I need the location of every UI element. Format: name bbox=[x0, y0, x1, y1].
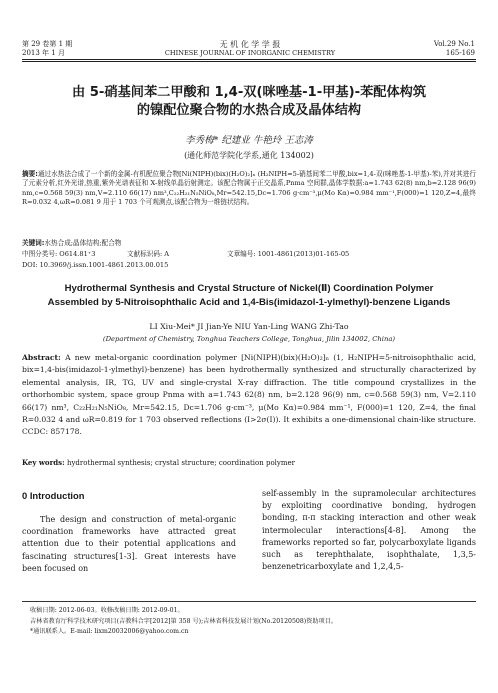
en-keywords-text: hydrothermal synthesis; crystal structure; coordination polymer bbox=[66, 459, 296, 467]
cn-keywords-label: 关键词: bbox=[22, 239, 45, 247]
intro-left-column: The design and construction of metal-organic coordination frameworks have attracted great attention due to their potential applications and fascinating structures[1-3]. Great interests have been focused on bbox=[22, 515, 236, 573]
en-keywords-label: Key words: bbox=[22, 458, 65, 467]
intro-heading: 0 Introduction bbox=[22, 490, 85, 501]
journal-volume-en bbox=[390, 40, 475, 58]
en-abstract-text: A new metal-organic coordination polymer [Ni(NIPH)(bix)(H₂O)₂]ₙ (1, H₂NIPH=5-nitroisophthalic acid, bix=1,4-bis(imidazol-1-ylmethyl)-benzene) has been hydrothermally synthesized and structurally characterized by elemental analysis, IR, TG, UV and single-crystal X-ray diffraction. The title compound crystallizes in the orthorhombic system, space group Pnma with a=1.743 62(8) nm, b=2.128 96(9) nm, c=0.568 59(3) nm, V=2.110 66(17) nm³, C₂₂H₂₁N₅NiO₈, Mr=542.15, Dc=1.706 g·cm⁻³, μ(Mo Kα)=0.984 mm⁻¹, F(000)=1 120, Z=4, the final R=0.032 4 and ωR=0.819 for 1 703 observed reflections (I>2σ(I)). It exhibits a one-dimensional chain-like structure. CCDC: 857178. bbox=[22, 353, 476, 437]
journal-name-en: CHINESE JOURNAL OF INORGANIC CHEMISTRY bbox=[164, 49, 336, 57]
cn-classification: 中图分类号: O614.81⁺3 bbox=[22, 250, 96, 258]
cn-abstract bbox=[22, 170, 476, 208]
cn-title bbox=[22, 84, 476, 120]
journal-volume-cn bbox=[22, 40, 132, 58]
intro-right-column: self-assembly in the supramolecular architectures by exploiting coordinative bonding, hydrogen bonding, π-π stacking interaction and other weak intermolecular interactions[4-8]. Among the frameworks reported so far, polycarboxylate ligands such as terephthalate, isophthalate, 1,3,5-benzenetricarboxylate and 1,2,4,5- bbox=[262, 489, 476, 572]
journal-name bbox=[150, 40, 350, 58]
page-range: 165-169 bbox=[445, 49, 475, 57]
footnote-rule bbox=[22, 601, 476, 602]
en-affiliation: (Department of Chemistry, Tonghua Teachers College, Tonghua, Jilin 134002, China) bbox=[102, 335, 396, 343]
cn-abstract-text: 通过水热法合成了一个新的金属-有机配位聚合物[Ni(NIPH)(bix)(H₂O)₂]ₙ (H₂NIPH=5-硝基间苯二甲酸,bix=1,4-双(咪唑基-1-甲基)-苯),并对其进行了元素分析,红外光谱,热重,紫外光谱表征和 X-射线单晶衍射测定。该配合物属于正交晶系,Pnma 空间群,晶体学数据:a=1.743 62(8) nm,b=2.128 96(9) nm,c=0.568 59(3) nm,V=2.110 66(17) nm³,C₂₂H₂₁N₅NiO₈,Mr=542.15,Dc=1.706 g·cm⁻³,μ(Mo Kα)=0.984 mm⁻¹,F(000)=1 120,Z=4,最终 R=0.032 4,ωR=0.081 9 用于 1 703 个可观测点,该配合物为一维链状结构。 bbox=[22, 170, 476, 207]
en-title bbox=[22, 282, 476, 310]
cn-doc-code: 文献标识码: A bbox=[127, 250, 170, 258]
en-authors: LI Xiu-Mei* JI Jian-Ye NIU Yan-Ling WANG Zhi-Tao bbox=[149, 322, 349, 331]
cn-keywords bbox=[22, 239, 476, 248]
footnote-contact: *通讯联系人。E-mail: lixm20032006@yahoo.com.cn bbox=[30, 628, 189, 635]
en-keywords bbox=[22, 458, 476, 467]
cn-affiliation: (通化师范学院化学系,通化 134002) bbox=[184, 151, 314, 160]
cn-title-line2: 的镍配位聚合物的水热合成及晶体结构 bbox=[136, 103, 362, 118]
en-title-line1: Hydrothermal Synthesis and Crystal Structure of Nickel(Ⅱ) Coordination Polymer bbox=[64, 283, 434, 294]
header-rule-thin bbox=[22, 61, 476, 62]
cn-abstract-label: 摘要: bbox=[22, 170, 38, 178]
cn-authors: 李秀梅* 纪建业 牛艳玲 王志涛 bbox=[185, 135, 313, 146]
volume-issue: 第 29 卷第 1 期 bbox=[22, 40, 73, 48]
volume-no: Vol.29 No.1 bbox=[433, 40, 475, 48]
journal-name-cn: 无 机 化 学 学 报 bbox=[219, 40, 281, 49]
cn-doi: DOI: 10.3969/j.issn.1001-4861.2013.00.015 bbox=[22, 261, 169, 269]
footnote-received: 收稿日期: 2012-06-03。收修改稿日期: 2012-09-01。 bbox=[30, 607, 184, 614]
cn-title-line1: 由 5-硝基间苯二甲酸和 1,4-双(咪唑基-1-甲基)-苯配体构筑 bbox=[71, 85, 427, 100]
issue-date: 2013 年 1 月 bbox=[22, 49, 65, 57]
cn-keywords-text: 水热合成;晶体结构;配合物 bbox=[44, 239, 122, 247]
header-rule bbox=[22, 59, 476, 60]
footnote bbox=[30, 606, 476, 638]
cn-article-no: 文章编号: 1001-4861(2013)01-165-05 bbox=[227, 250, 350, 258]
footnote-funding: 吉林省教育厅科学技术研究项目(吉教科合字[2012]第 358 号);吉林省科技发展计划(No.20120508)资助项目。 bbox=[30, 617, 338, 625]
en-abstract-label: Abstract: bbox=[22, 353, 61, 362]
cn-classification-row bbox=[22, 250, 476, 259]
en-title-line2: Assembled by 5-Nitroisophthalic Acid and 1,4-Bis(imidazol-1-ylmethyl)-benzene Ligands bbox=[47, 297, 451, 308]
en-abstract bbox=[22, 352, 476, 439]
